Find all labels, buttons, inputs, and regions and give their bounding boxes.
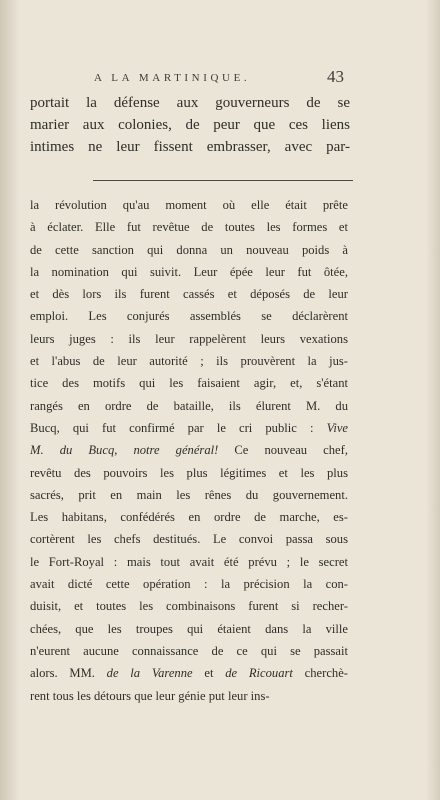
text-line: leurs juges : ils leur rappelèrent leurs vexations bbox=[30, 331, 348, 346]
italic-text: Vive bbox=[326, 420, 348, 435]
text-line: n'eurent aucune connaissance de ce qui se passait bbox=[30, 643, 348, 658]
text-line: le Fort-Royal : mais tout avait été prévu ; le secret bbox=[30, 554, 348, 569]
text-line: cortèrent les chefs destitués. Le convoi passa sous bbox=[30, 532, 348, 547]
text-line: marier aux colonies, de peur que ces liens bbox=[30, 117, 350, 133]
page-number: 43 bbox=[327, 67, 344, 86]
text-run: Bucq, qui fut confirmé par le cri public : bbox=[30, 420, 327, 435]
text-line: duisit, et toutes les combinaisons furent si recher- bbox=[30, 599, 348, 614]
text-line: et l'abus de leur autorité ; ils prouvèrent la jus- bbox=[30, 354, 348, 369]
text-line: avait dicté cette opération : la précision la con- bbox=[30, 577, 348, 592]
text-run: alors. MM. bbox=[30, 666, 107, 681]
divider-rule bbox=[93, 180, 353, 181]
text-line: la nomination qui suivit. Leur épée leur fut ôtée, bbox=[30, 264, 348, 279]
text-line: Les habitans, confédérés en ordre de marche, es- bbox=[30, 510, 348, 525]
text-line: tice des motifs qui les faisaient agir, et, s'étant bbox=[30, 376, 348, 391]
text-line: à éclater. Elle fut revêtue de toutes les formes et bbox=[30, 220, 348, 235]
text-line: la révolution qu'au moment où elle était prête bbox=[30, 198, 348, 212]
text-line: portait la défense aux gouverneurs de se bbox=[30, 95, 350, 111]
text-run: cherchè- bbox=[292, 666, 348, 681]
text-line: de cette sanction qui donna un nouveau poids à bbox=[30, 242, 348, 257]
text-line bbox=[30, 417, 348, 439]
text-line: chées, que les troupes qui étaient dans la ville bbox=[30, 621, 348, 636]
italic-text: M. du Bucq, notre général! bbox=[30, 443, 219, 458]
italic-text: de la Varenne bbox=[106, 666, 193, 681]
body-text-upper bbox=[30, 92, 350, 158]
gutter-shadow bbox=[0, 0, 20, 800]
text-line bbox=[30, 662, 348, 684]
text-run: Ce nouveau chef, bbox=[218, 443, 348, 458]
text-line: rangés en ordre de bataille, ils élurent M. du bbox=[30, 398, 348, 413]
text-line: emploi. Les conjurés assemblés se déclarèrent bbox=[30, 309, 348, 324]
text-line: et dès lors ils furent cassés et déposés de leur bbox=[30, 287, 348, 302]
body-text-lower bbox=[30, 194, 348, 707]
text-line bbox=[30, 439, 348, 461]
text-run: et bbox=[192, 666, 226, 681]
text-line: rent tous les détours que leur génie put leur ins- bbox=[30, 688, 270, 703]
text-line: intimes ne leur fissent embrasser, avec par- bbox=[30, 139, 350, 155]
italic-text: de Ricouart bbox=[225, 666, 293, 681]
text-line: sacrés, prit en main les rênes du gouvernement. bbox=[30, 487, 348, 502]
text-line: revêtu des pouvoirs les plus légitimes et les plus bbox=[30, 465, 348, 480]
running-head: A LA MARTINIQUE. bbox=[94, 72, 251, 84]
page-edge-shadow bbox=[426, 0, 440, 800]
